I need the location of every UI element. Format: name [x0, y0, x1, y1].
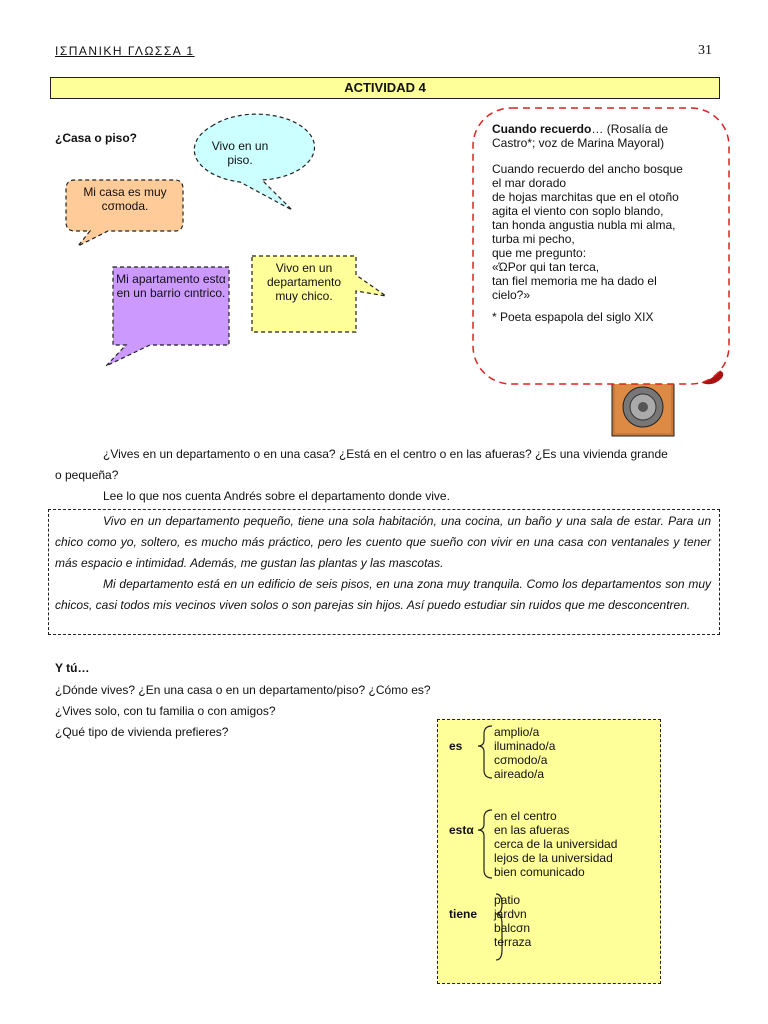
poem-attribution: … (Rosalía de Castro*; voz de Marina Mayoral) [492, 122, 669, 150]
course-title: ΙΣΠΑΝΙΚΗ ΓΛΩΣΣΑ 1 [55, 44, 195, 58]
vocab-word: cerca de la universidad [494, 837, 618, 851]
vocab-word: en las afueras [494, 823, 570, 837]
vocab-word: en el centro [494, 809, 557, 823]
poem-line: el mar dorado [492, 176, 567, 190]
vocab-words-es [494, 725, 555, 781]
vocab-key-tiene: tiene [449, 907, 478, 921]
poem-line: Cuando recuerdo del ancho bosque [492, 162, 683, 176]
poem-footnote: * Poeta espapola del siglo XIX [492, 310, 654, 324]
ytu-question: ¿Vives solo, con tu familia o con amigos? [55, 704, 276, 718]
quote-box [48, 509, 720, 635]
quote-paragraph-2: Mi departamento está en un edificio de seis pisos, en una zona muy tranquila. Como los departamentos son muy chicos, casi todos mis vecinos viven solos o son parejas sin hijos. Así puedo estudiar sin ruidos que me desconcentren. [55, 577, 711, 612]
poem [492, 122, 702, 324]
ytu-question: ¿Qué tipo de vivienda prefieres? [55, 725, 229, 739]
vocab-word: aireado/a [494, 767, 545, 781]
poem-title: Cuando recuerdo [492, 122, 592, 136]
poem-line: «ΏPor qui tan terca, [492, 260, 600, 274]
vocab-word: amplio/a [494, 725, 540, 739]
quote-paragraph-1: Vivo en un departamento pequeño, tiene una sola habitación, una cocina, un baño y una sala de estar. Para un chico como yo, soltero, es mucho más práctico, pero les cuento que sueño con vivir en una casa con ventanales y tener más espacio e intimidad. Además, me gustan las plantas y las mascotas. [55, 514, 711, 570]
poem-line: turba mi pecho, [492, 232, 575, 246]
ytu-question: ¿Dónde vives? ¿En una casa o en un departamento/piso? ¿Cómo es? [55, 683, 431, 697]
brace-es [478, 726, 492, 778]
poem-line: tan fiel memoria me ha dado el [492, 274, 657, 288]
vocab-word: iluminado/a [494, 739, 556, 753]
poem-line: tan honda angustia nubla mi alma, [492, 218, 676, 232]
bubble-text-yellow: Vivo en un departamento muy chico. [266, 261, 342, 303]
vocab-word: lejos de la universidad [494, 851, 613, 865]
bubble-text-purple: Mi apartamento estα en un barrio cιntrico. [116, 272, 226, 300]
intro-line-2: o pequeña? [55, 468, 119, 482]
poem-line: que me pregunto: [492, 246, 587, 260]
vocab-key-esta: estα [449, 823, 474, 837]
activity-title: ACTIVIDAD 4 [50, 77, 720, 99]
bubble-text-blue: Vivo en un piso. [211, 139, 269, 167]
vocab-word: cσmodo/a [494, 753, 548, 767]
vocab-box [437, 719, 661, 984]
brace-esta [478, 810, 492, 878]
intro-line-3: Lee lo que nos cuenta Andrés sobre el departamento donde vive. [103, 489, 450, 503]
poem-line: de hojas marchitas que en el otoño [492, 190, 679, 204]
vocab-word: patio [494, 893, 521, 907]
ytu-heading: Y tú… [55, 661, 90, 675]
poem-line: cielo?» [492, 288, 531, 302]
vocab-word: terraza [494, 935, 532, 949]
page-number: 31 [698, 43, 712, 58]
vocab-word: bien comunicado [494, 865, 585, 879]
bubble-text-orange: Mi casa es muy cσmoda. [83, 185, 167, 213]
vocab-word: balcσn [494, 921, 531, 935]
poem-heading [492, 122, 702, 150]
vocab-word: jardνn [494, 907, 527, 921]
vocab-words-tiene [494, 893, 531, 949]
section-question: ¿Casa o piso? [55, 131, 138, 145]
vocab-words-esta [494, 809, 617, 879]
vocab-key-es: es [449, 739, 463, 753]
intro-line-1: ¿Vives en un departamento o en una casa? ¿Está en el centro o en las afueras? ¿Es una vivienda grande [103, 447, 668, 461]
poem-line: agita el viento con soplo blando, [492, 204, 664, 218]
